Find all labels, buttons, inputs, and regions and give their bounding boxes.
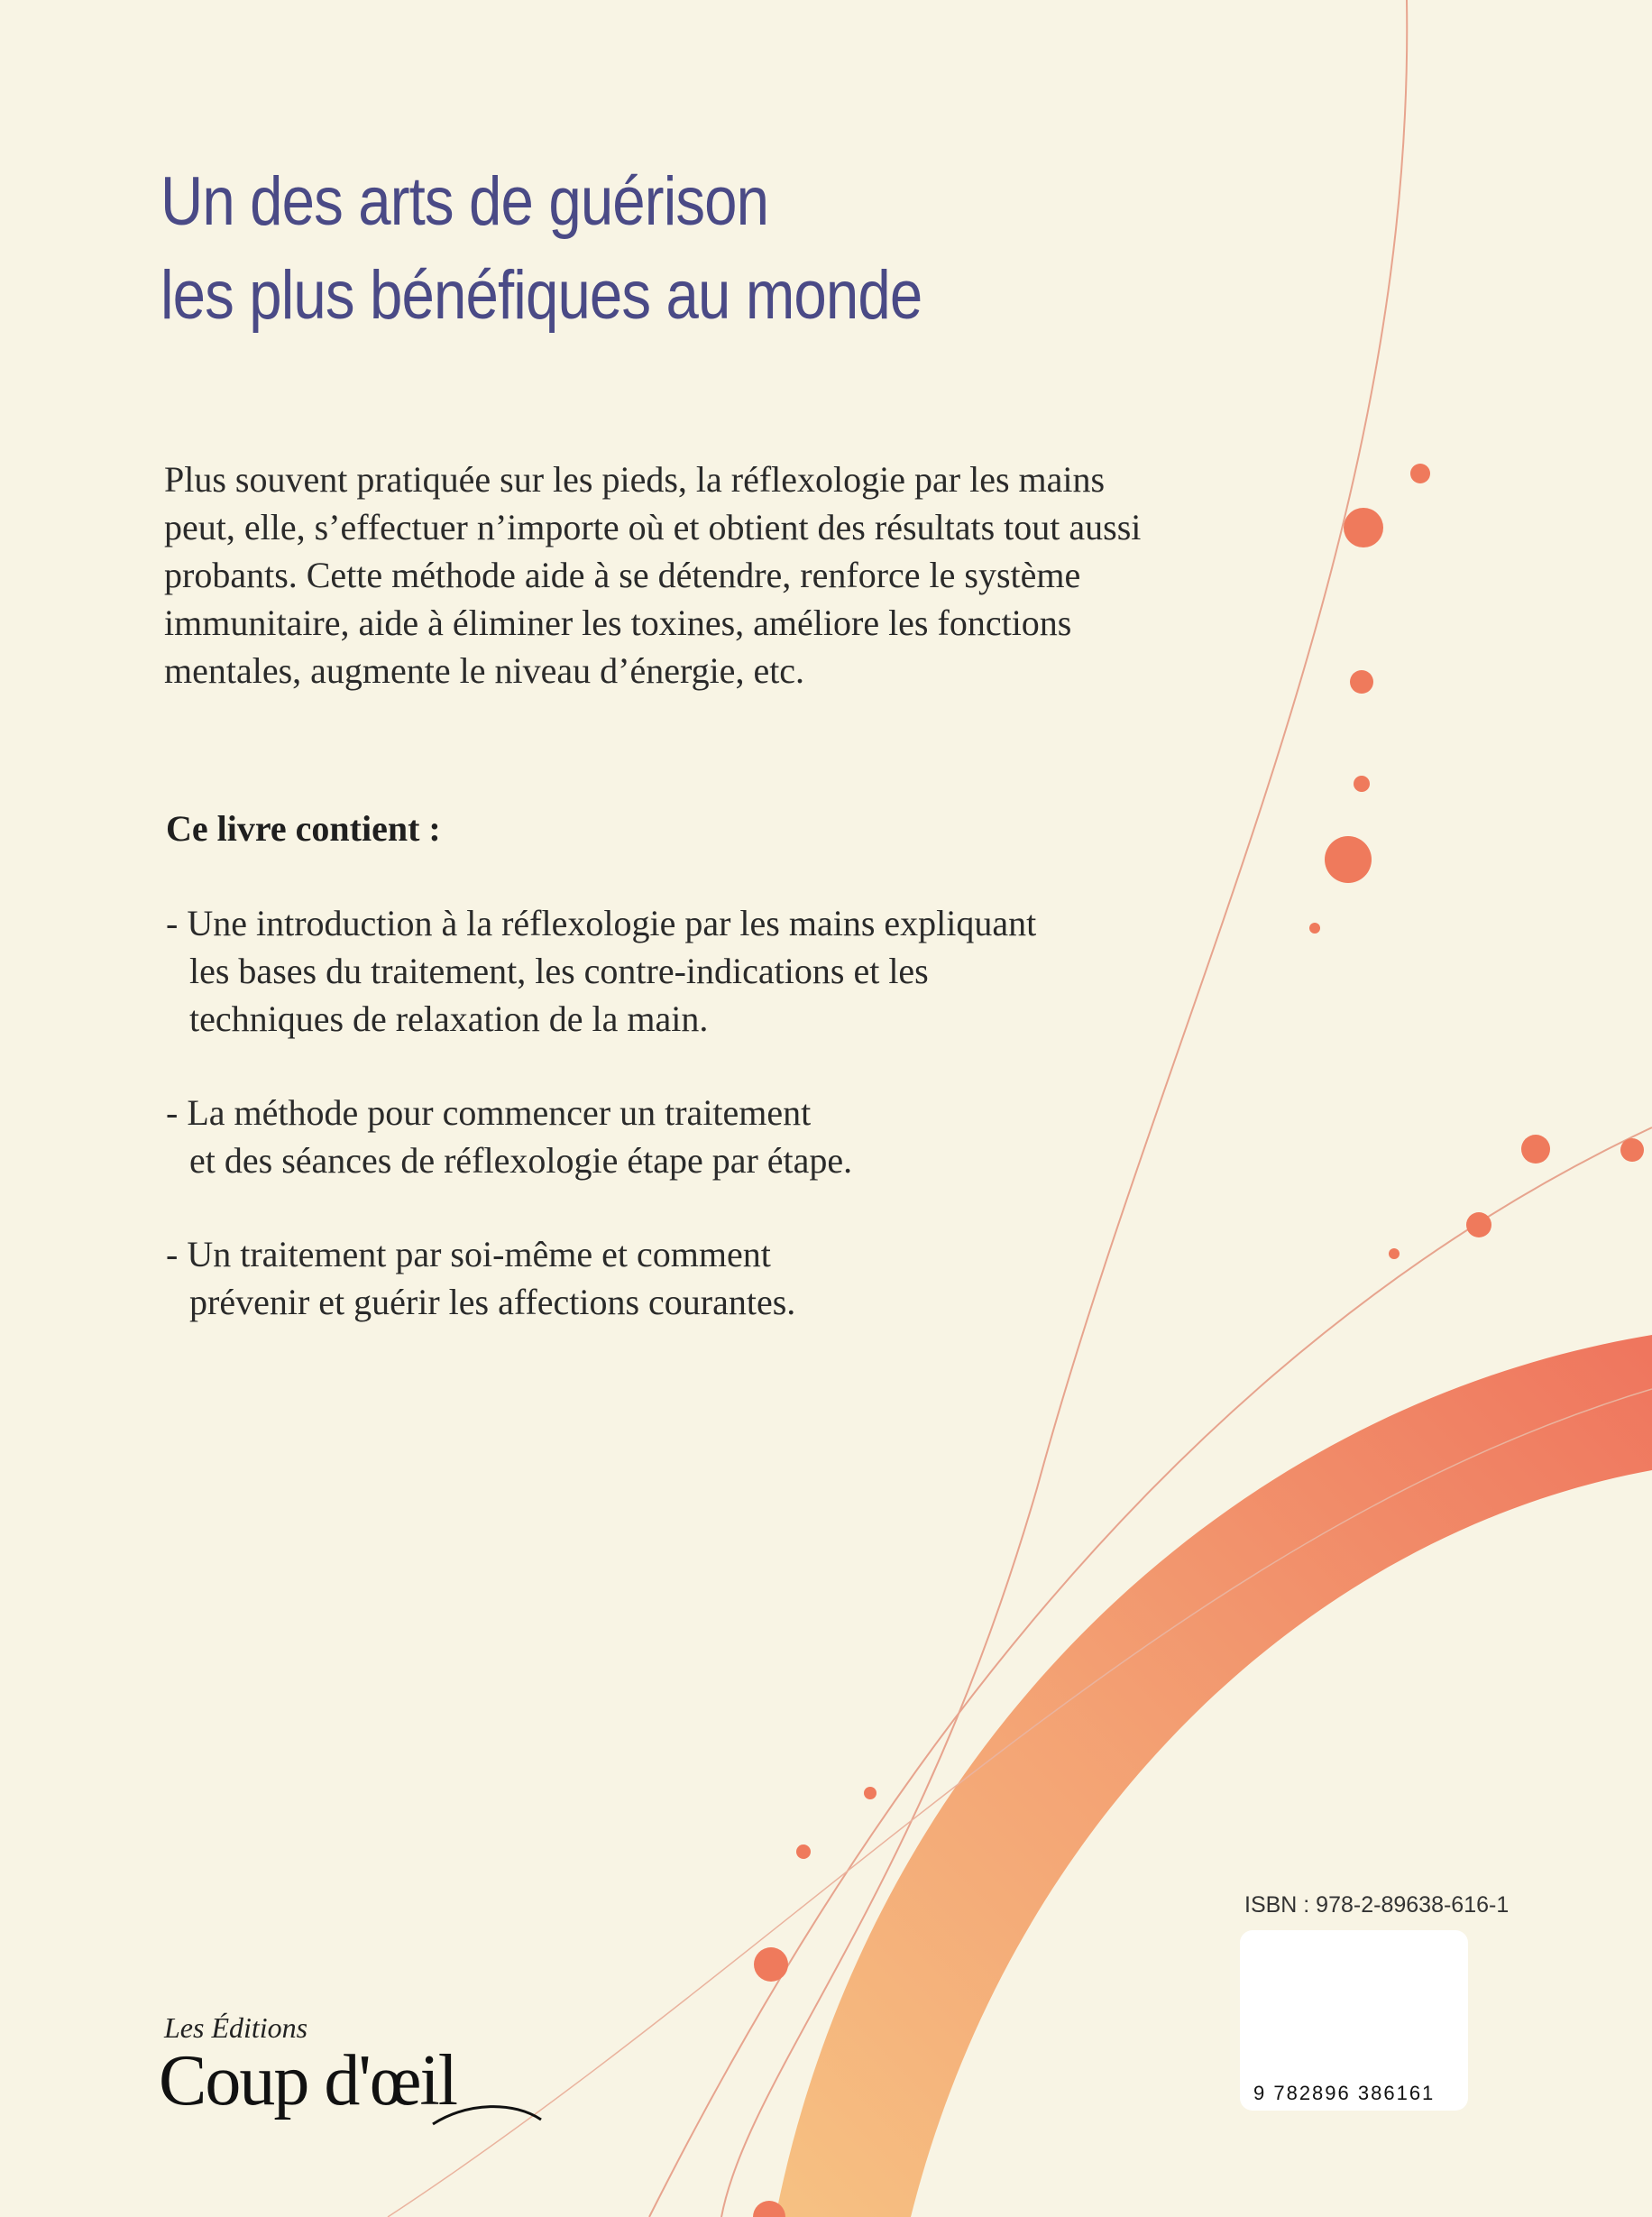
- headline-line-1: Un des arts de guérison: [161, 163, 769, 240]
- contents-title: Ce livre contient :: [166, 808, 441, 849]
- isbn-label: ISBN : 978-2-89638-616-1: [1244, 1892, 1510, 1918]
- list-item-line: - La méthode pour commencer un traitement: [166, 1092, 812, 1133]
- headline-line-2: les plus bénéfiques au monde: [161, 257, 922, 334]
- list-item-line: prévenir et guérir les affections courantes.: [189, 1282, 796, 1322]
- headline: [161, 155, 922, 343]
- intro-line: peut, elle, s’effectuer n’importe où et obtient des résultats tout aussi: [164, 507, 1142, 547]
- publisher-logo-text: Coup d'œil: [159, 2041, 456, 2120]
- intro-line: mentales, augmente le niveau d’énergie, etc.: [164, 650, 805, 691]
- list-item: [166, 899, 1036, 1043]
- intro-paragraph: [164, 455, 1336, 695]
- barcode-digits: 9 782896 386161: [1253, 2082, 1436, 2104]
- intro-line: immunitaire, aide à éliminer les toxines, améliore les fonctions: [164, 603, 1072, 643]
- publisher-label: Les Éditions: [164, 2011, 308, 2044]
- list-item: [166, 1230, 795, 1326]
- list-item: [166, 1089, 852, 1184]
- list-item-line: techniques de relaxation de la main.: [189, 998, 709, 1039]
- list-item-line: et des séances de réflexologie étape par étape.: [189, 1140, 853, 1181]
- intro-line: probants. Cette méthode aide à se détendre, renforce le système: [164, 555, 1081, 595]
- intro-line: Plus souvent pratiquée sur les pieds, la réflexologie par les mains: [164, 459, 1106, 500]
- list-item-line: - Un traitement par soi-même et comment: [166, 1234, 771, 1274]
- list-item-line: les bases du traitement, les contre-indications et les: [189, 951, 929, 991]
- list-item-line: - Une introduction à la réflexologie par les mains expliquant: [166, 903, 1037, 943]
- orange-arc-band: [776, 1335, 1652, 2217]
